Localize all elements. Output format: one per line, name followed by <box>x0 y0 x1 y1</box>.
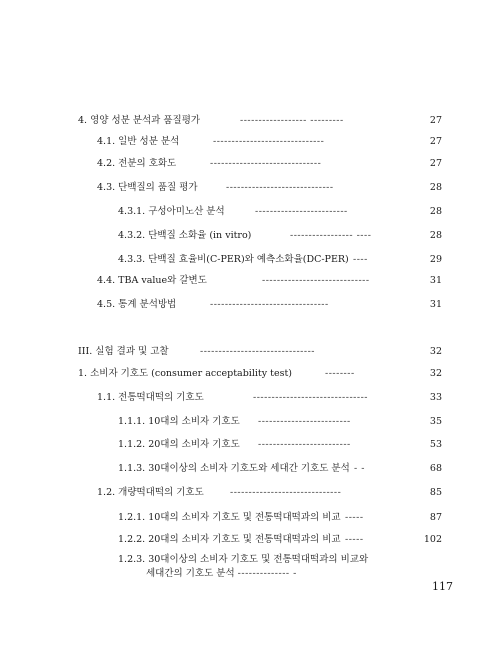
toc-leader-dots: ------------------------- <box>258 416 351 427</box>
toc-entry <box>0 414 480 430</box>
toc-entry <box>0 510 480 526</box>
toc-entry <box>0 532 480 548</box>
toc-entry-page: 68 <box>429 463 442 474</box>
toc-entry <box>0 204 480 220</box>
toc-entry-page: 102 <box>423 534 442 545</box>
toc-entry-label: 1.2.1. 10대의 소비자 기호도 및 전통떡대떡과의 비교 <box>118 512 341 523</box>
toc-entry-label: 1.2. 개량떡대떡의 기호도 <box>97 487 204 498</box>
toc-entry-page: 87 <box>429 512 442 523</box>
toc-entry <box>0 344 480 360</box>
toc-entry-page: 28 <box>429 230 442 241</box>
toc-leader-dots: ----------------- ---- <box>290 230 372 241</box>
toc-entry-label: 4.3. 단백질의 품질 평가 <box>97 182 198 193</box>
toc-entry-page: 27 <box>429 158 442 169</box>
toc-entry-page: 85 <box>429 487 442 498</box>
toc-entry-label: 4.3.3. 단백질 효율비(C-PER)와 예측소화율(DC-PER) <box>118 254 349 265</box>
toc-entry-page: 33 <box>429 392 442 403</box>
toc-entry-page: 32 <box>429 368 442 379</box>
toc-leader-dots: ------------------------------ <box>213 136 325 147</box>
toc-entry-label: 1.2.3. 30대이상의 소비자 기호도 및 전통떡대떡과의 비교와 <box>118 554 369 565</box>
toc-entry-page: 35 <box>429 416 442 427</box>
toc-leader-dots: ------------------ --------- <box>240 115 344 126</box>
toc-entry <box>0 228 480 244</box>
toc-leader-dots: ------------------------- <box>258 439 351 450</box>
toc-entry-label: 4.5. 통계 분석방법 <box>97 299 177 310</box>
toc-entry-label: 4.4. TBA value와 갈변도 <box>97 275 207 286</box>
toc-entry <box>0 297 480 313</box>
toc-entry-label: 1.1.1. 10대의 소비자 기호도 <box>118 416 240 427</box>
toc-entry-label: 1.2.2. 20대의 소비자 기호도 및 전통떡대떡과의 비교 <box>118 534 341 545</box>
toc-entry <box>0 437 480 453</box>
toc-leader-dots: -------------- - <box>237 568 297 579</box>
toc-entry-label: 4.2. 전분의 호화도 <box>97 158 177 169</box>
toc-entry <box>0 113 480 129</box>
toc-entry <box>0 461 480 477</box>
toc-leader-dots: ----------------------------- <box>226 182 334 193</box>
toc-entry <box>0 180 480 196</box>
toc-entry-page: 32 <box>429 346 442 357</box>
toc-entry-page: 29 <box>429 254 442 265</box>
toc-entry-label: 1.1. 전통떡대떡의 기호도 <box>97 392 204 403</box>
toc-entry-page: 28 <box>429 182 442 193</box>
toc-entry <box>0 156 480 172</box>
toc-entry <box>0 366 480 382</box>
toc-leader-dots: ----- <box>345 534 364 545</box>
toc-entry <box>0 273 480 289</box>
toc-entry-label: 4.1. 일반 성분 분석 <box>97 136 180 147</box>
toc-entry-label: 4.3.1. 구성아미노산 분석 <box>118 206 225 217</box>
toc-entry-page: 27 <box>429 136 442 147</box>
toc-continuation-line <box>146 566 297 582</box>
toc-leader-dots: ------------------------------- <box>253 392 369 403</box>
toc-entry <box>0 134 480 150</box>
toc-leader-dots: ----------------------------- <box>262 275 370 286</box>
toc-leader-dots: -------- <box>325 368 355 379</box>
toc-entry-label: 4. 영양 성분 분석과 품질평가 <box>78 115 201 126</box>
toc-entry <box>0 485 480 501</box>
toc-leader-dots: ------------------------------ <box>210 158 322 169</box>
page-number: 117 <box>432 580 453 593</box>
toc-leader-dots: - - <box>354 463 365 474</box>
toc-leader-dots: ----- <box>345 512 364 523</box>
toc-entry <box>0 390 480 406</box>
toc-continuation-label: 세대간의 기호도 분석 <box>146 568 235 579</box>
toc-leader-dots: -------------------------------- <box>210 299 329 310</box>
toc-entry-label: III. 실험 결과 및 고찰 <box>78 346 169 357</box>
toc-entry-page: 31 <box>429 299 442 310</box>
toc-entry-label: 1.1.2. 20대의 소비자 기호도 <box>118 439 240 450</box>
toc-entry <box>0 252 480 268</box>
toc-leader-dots: ------------------------- <box>255 206 348 217</box>
toc-entry-page: 27 <box>429 115 442 126</box>
toc-entry-page: 31 <box>429 275 442 286</box>
toc-entry-label: 4.3.2. 단백질 소화율 (in vitro) <box>118 230 252 241</box>
toc-leader-dots: ------------------------------ <box>230 487 342 498</box>
toc-entry-label: 1. 소비자 기호도 (consumer acceptability test) <box>78 368 292 379</box>
toc-leader-dots: ------------------------------- <box>200 346 316 357</box>
toc-entry-page: 53 <box>429 439 442 450</box>
toc-entry-label: 1.1.3. 30대이상의 소비자 기호도와 세대간 기호도 분석 <box>118 463 350 474</box>
toc-entry-page: 28 <box>429 206 442 217</box>
toc-leader-dots: ---- <box>353 254 368 265</box>
